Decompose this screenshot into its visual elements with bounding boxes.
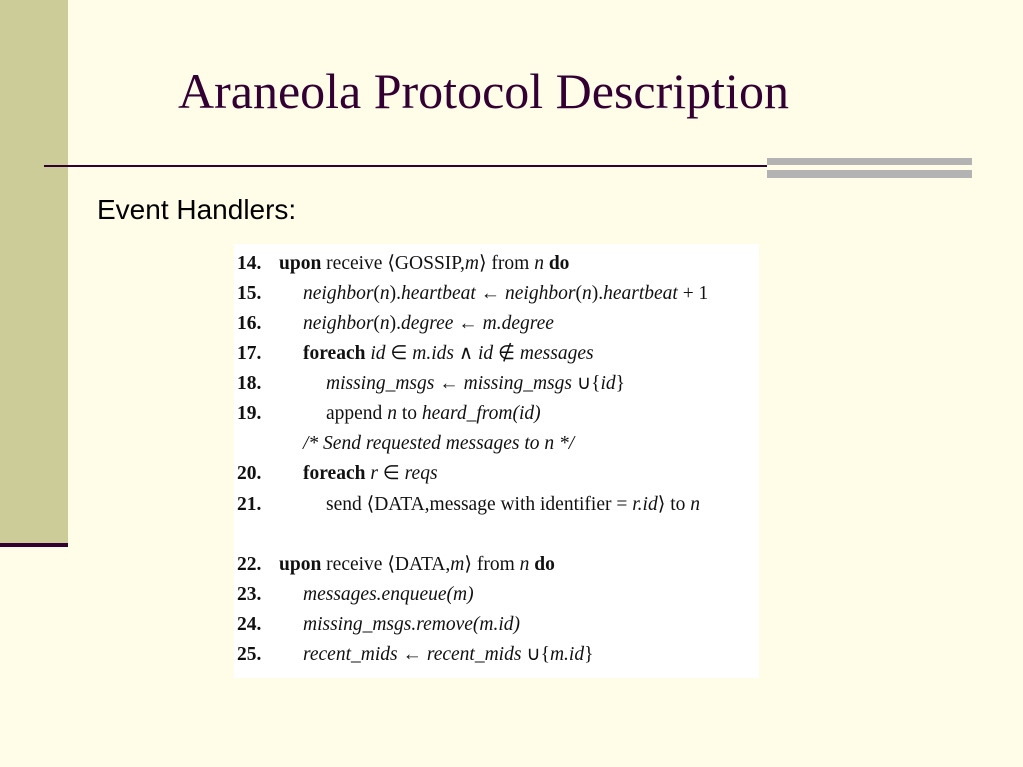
code-identifier: n (690, 494, 700, 515)
code-identifier: neighbor (505, 283, 576, 304)
line-number: 17. (237, 343, 262, 364)
code-identifier: recent_mids (426, 644, 522, 665)
line-number: 20. (237, 463, 262, 484)
code-segment: } (584, 644, 594, 665)
code-identifier: n (534, 253, 544, 274)
code-identifier: n (519, 554, 530, 575)
left-accent-underline (0, 543, 68, 547)
line-number: 14. (237, 253, 262, 274)
code-segment: ∈ (377, 463, 405, 484)
code-keyword: foreach (303, 343, 366, 364)
line-number: 21. (237, 494, 262, 515)
code-identifier: reqs (404, 463, 438, 484)
code-text (303, 459, 438, 489)
line-number: 15. (237, 283, 262, 304)
code-identifier: id (478, 343, 494, 364)
title-divider-accent-top (767, 158, 972, 165)
code-identifier: missing_msgs (463, 373, 572, 394)
code-identifier: n (379, 313, 390, 334)
code-keyword: upon (279, 554, 322, 575)
code-segment: ( (373, 283, 380, 304)
code-segment: ← (397, 644, 427, 665)
code-segment: ← (434, 373, 464, 394)
line-number: 24. (237, 614, 262, 635)
code-text (303, 640, 593, 670)
code-identifier: heartbeat (401, 283, 476, 304)
code-segment: ). (389, 283, 402, 304)
code-identifier: neighbor (303, 283, 374, 304)
code-comment (303, 429, 574, 459)
code-segment: } (615, 373, 626, 394)
code-segment: ). (591, 283, 604, 304)
code-keyword: do (548, 253, 570, 274)
code-segment: send ⟨DATA,message with identifier = (326, 494, 633, 515)
code-identifier: r.id (632, 494, 658, 515)
code-identifier: messages (519, 343, 594, 364)
code-identifier: n (379, 283, 390, 304)
code-segment: receive ⟨DATA, (321, 554, 451, 575)
code-identifier: degree (401, 313, 454, 334)
code-text (279, 550, 555, 580)
slide-title: Araneola Protocol Description (178, 63, 789, 119)
code-identifier: m.degree (482, 313, 554, 334)
code-segment: ). (389, 313, 402, 334)
code-segment: ∈ (385, 343, 413, 364)
code-text (279, 249, 569, 279)
code-segment: ⟩ from (478, 253, 535, 274)
line-number: 16. (237, 313, 262, 334)
code-segment: + 1 (677, 283, 709, 304)
code-segment: ← (475, 283, 506, 304)
line-number: 18. (237, 373, 262, 394)
code-identifier: n (387, 403, 397, 424)
code-segment: ( (575, 283, 582, 304)
line-number: 22. (237, 554, 262, 575)
code-identifier: m (464, 253, 479, 274)
code-identifier: neighbor (303, 313, 374, 334)
line-number: 23. (237, 584, 262, 605)
code-identifier: id (370, 343, 386, 364)
title-divider (44, 165, 767, 167)
line-number: 25. (237, 644, 262, 665)
code-segment: ∉ (493, 343, 520, 364)
code-keyword: upon (279, 253, 322, 274)
code-text (303, 309, 554, 339)
code-segment: ∧ (453, 343, 478, 364)
code-segment: ⟩ from (464, 554, 520, 575)
code-text (326, 399, 541, 429)
code-segment: append (326, 403, 388, 424)
code-text (326, 369, 625, 399)
code-text (303, 580, 474, 610)
code-identifier: id (600, 373, 616, 394)
slide-subtitle: Event Handlers: (97, 194, 297, 225)
title-divider-accent-bottom (767, 170, 972, 178)
pseudocode-image (234, 244, 759, 678)
code-segment: to (396, 403, 422, 424)
code-identifier: m.ids (412, 343, 454, 364)
code-text (303, 610, 520, 640)
code-text (303, 339, 594, 369)
code-keyword: do (534, 554, 555, 575)
code-identifier: heartbeat (603, 283, 678, 304)
code-segment: ( (373, 313, 380, 334)
code-segment: ∪{ (571, 373, 601, 394)
code-identifier: missing_msgs (326, 373, 435, 394)
code-segment: ∪{ (521, 644, 550, 665)
code-segment: ⟩ to (657, 494, 691, 515)
line-number: 19. (237, 403, 262, 424)
code-identifier: messages.enqueue(m) (303, 584, 474, 605)
code-identifier: n (581, 283, 592, 304)
code-identifier: recent_mids (303, 644, 398, 665)
left-accent-bar (0, 0, 68, 545)
code-segment: receive ⟨GOSSIP, (321, 253, 465, 274)
code-segment: ← (453, 313, 483, 334)
code-identifier: r (370, 463, 378, 484)
code-text (303, 279, 708, 309)
code-identifier: /* Send requested messages to n */ (303, 433, 575, 454)
code-identifier: m (450, 554, 465, 575)
code-text (326, 490, 700, 520)
code-identifier: heard_from(id) (421, 403, 541, 424)
code-keyword: foreach (303, 463, 366, 484)
code-identifier: missing_msgs.remove(m.id) (303, 614, 521, 635)
code-identifier: m.id (549, 644, 585, 665)
